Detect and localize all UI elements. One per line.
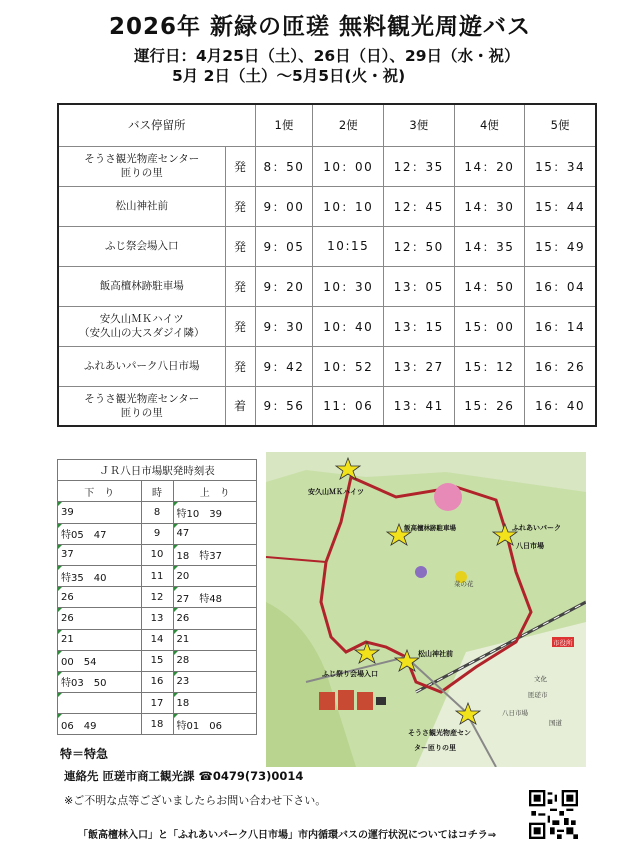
bus-schedule-table	[57, 103, 597, 427]
time-cell: 12：50	[384, 226, 455, 266]
map-label-fureai-2: 八日市場	[516, 542, 544, 550]
stop-name-line1: 安久山ＭＫハイツ	[99, 313, 184, 325]
time-cell: 13：15	[384, 306, 455, 346]
header-run-3: 3便	[384, 104, 455, 146]
jr-hour: 11	[141, 565, 173, 586]
time-cell: 10：10	[313, 186, 384, 226]
map-label-bunka: 文化	[534, 675, 547, 683]
time-cell: 15：49	[525, 226, 596, 266]
jr-header-row	[58, 481, 257, 502]
jr-timetable	[57, 459, 257, 735]
time-cell: 16：26	[525, 346, 596, 386]
jr-up: 47	[173, 523, 257, 544]
operation-dates	[134, 46, 520, 86]
departure-type: 発	[225, 346, 255, 386]
tokkyu-note: 特＝特急	[60, 747, 109, 761]
jr-title-row	[58, 460, 257, 481]
stop-name	[58, 226, 225, 266]
arrival-type: 着	[225, 386, 255, 426]
contact-info: 連絡先 匝瑳市商工観光課 ☎0479(73)0014	[64, 769, 304, 783]
jr-down: 26	[58, 587, 142, 608]
jr-row	[58, 629, 257, 650]
jr-up: 特01 06	[173, 714, 257, 735]
jr-hour: 15	[141, 650, 173, 671]
stop-name	[58, 186, 225, 226]
jr-down: 特05 47	[58, 523, 142, 544]
jr-title: ＪＲ八日市場駅発時刻表	[58, 460, 257, 481]
jr-row	[58, 565, 257, 586]
time-cell: 15：34	[525, 146, 596, 186]
stop-name-line2: 匝りの里	[120, 167, 163, 179]
stop-name	[58, 306, 225, 346]
map-landmark	[376, 697, 386, 705]
jr-down: 39	[58, 502, 142, 523]
schedule-row	[58, 386, 596, 426]
jr-down: 37	[58, 544, 142, 565]
jr-up: 27 特48	[173, 587, 257, 608]
time-cell: 12：45	[384, 186, 455, 226]
departure-type: 発	[225, 146, 255, 186]
time-cell: 14：50	[454, 266, 525, 306]
time-cell: 10：00	[313, 146, 384, 186]
stop-name	[58, 146, 225, 186]
jr-row	[58, 502, 257, 523]
jr-row	[58, 714, 257, 735]
jr-up: 18 特37	[173, 544, 257, 565]
jr-up: 18	[173, 693, 257, 714]
jr-hour: 13	[141, 608, 173, 629]
time-cell: 14：20	[454, 146, 525, 186]
jr-down: 00 54	[58, 650, 142, 671]
stop-name-line2: 匝りの里	[120, 406, 163, 419]
jr-col-up: 上 り	[173, 481, 257, 502]
time-cell: 10：52	[313, 346, 384, 386]
stop-name-line1: そうさ観光物産センター	[84, 153, 200, 165]
stop-name-line1: ふじ祭会場入口	[105, 240, 179, 252]
stop-name-line1: そうさ観光物産センター	[84, 392, 200, 405]
time-cell: 9：05	[255, 226, 313, 266]
jr-up: 20	[173, 565, 257, 586]
time-cell: 8：50	[255, 146, 313, 186]
inquiry-notice: ※ご不明な点等ございましたらお問い合わせ下さい。	[64, 794, 327, 807]
qr-code-icon[interactable]	[529, 790, 578, 839]
map-label-nanohana: 菜の花	[454, 580, 474, 588]
time-cell: 13：27	[384, 346, 455, 386]
cherry-tree-icon	[434, 483, 462, 511]
time-cell: 14：35	[454, 226, 525, 266]
time-cell: 14：30	[454, 186, 525, 226]
fuji-festival-icon	[357, 692, 373, 710]
jr-down: 06 49	[58, 714, 142, 735]
map-label-sousa-2: ター匝りの里	[414, 744, 456, 752]
jr-hour: 14	[141, 629, 173, 650]
header-bus-stop: バス停留所	[58, 104, 255, 146]
map-label-sousa-1: そうさ観光物産セン	[408, 729, 471, 737]
schedule-row	[58, 186, 596, 226]
stop-name	[58, 266, 225, 306]
jr-hour: 8	[141, 502, 173, 523]
time-cell: 10:15	[313, 226, 384, 266]
departure-type: 発	[225, 266, 255, 306]
header-run-5: 5便	[525, 104, 596, 146]
jr-hour: 18	[141, 714, 173, 735]
page-title: 2026年 新緑の匝瑳 無料観光周遊バス	[108, 14, 532, 40]
time-cell: 9：42	[255, 346, 313, 386]
time-cell: 12：35	[384, 146, 455, 186]
time-cell: 11：06	[313, 386, 384, 426]
map-label-road: 国道	[549, 719, 562, 727]
jr-down: 26	[58, 608, 142, 629]
stop-name	[58, 346, 225, 386]
time-cell: 15：00	[454, 306, 525, 346]
footer-note: 「飯高檀林入口」と「ふれあいパーク八日市場」市内循環バスの運行状況についてはコチラ⇒	[78, 830, 497, 841]
stop-name	[58, 386, 225, 426]
jr-down: 特03 50	[58, 671, 142, 692]
time-cell: 9：30	[255, 306, 313, 346]
header-run-4: 4便	[454, 104, 525, 146]
map-label-city-hall: 市役所	[553, 639, 573, 647]
time-cell: 10：30	[313, 266, 384, 306]
departure-type: 発	[225, 226, 255, 266]
jr-row	[58, 587, 257, 608]
departure-type: 発	[225, 186, 255, 226]
jr-up: 23	[173, 671, 257, 692]
route-map	[266, 452, 586, 767]
flower-icon	[415, 566, 427, 578]
time-cell: 15：26	[454, 386, 525, 426]
stop-name-line1: 飯高檀林跡駐車場	[99, 280, 184, 292]
dates-line-1: 運行日：4月25日（土）、26日（日）、29日（水・祝）	[134, 47, 520, 65]
departure-type: 発	[225, 306, 255, 346]
jr-up: 28	[173, 650, 257, 671]
dates-line-2: 5月 2日（土）～5月5日(火・祝)	[172, 67, 406, 85]
jr-row	[58, 650, 257, 671]
time-cell: 15：44	[525, 186, 596, 226]
map-label-matsuyama: 松山神社前	[418, 650, 453, 658]
schedule-row	[58, 346, 596, 386]
jr-hour: 9	[141, 523, 173, 544]
time-cell: 9：00	[255, 186, 313, 226]
map-label-fuji: ふじ祭り会場入口	[322, 670, 378, 678]
schedule-row	[58, 306, 596, 346]
fuji-festival-icon	[338, 690, 354, 710]
stop-name-line2: （安久山の大スダジイ隣）	[79, 327, 205, 339]
jr-down: 特35 40	[58, 565, 142, 586]
jr-row	[58, 544, 257, 565]
jr-col-hour: 時	[141, 481, 173, 502]
header-run-1: 1便	[255, 104, 313, 146]
jr-hour: 10	[141, 544, 173, 565]
map-label-danrin: 飯高檀林跡駐車場	[404, 524, 456, 532]
time-cell: 9：56	[255, 386, 313, 426]
time-cell: 16：14	[525, 306, 596, 346]
jr-hour: 17	[141, 693, 173, 714]
time-cell: 13：41	[384, 386, 455, 426]
jr-row	[58, 608, 257, 629]
time-cell: 16：04	[525, 266, 596, 306]
time-cell: 16：40	[525, 386, 596, 426]
time-cell: 9：20	[255, 266, 313, 306]
fuji-festival-icon	[319, 692, 335, 710]
jr-hour: 12	[141, 587, 173, 608]
header-run-2: 2便	[313, 104, 384, 146]
jr-up: 26	[173, 608, 257, 629]
stop-name-line1: 松山神社前	[115, 200, 168, 212]
time-cell: 10：40	[313, 306, 384, 346]
jr-up: 特10 39	[173, 502, 257, 523]
jr-up: 21	[173, 629, 257, 650]
jr-down	[58, 693, 142, 714]
schedule-header-row	[58, 104, 596, 146]
schedule-row	[58, 266, 596, 306]
map-label-yokaichiba: 八日市場	[502, 709, 528, 717]
jr-row	[58, 693, 257, 714]
map-label-sousa-city: 匝瑳市	[528, 691, 548, 699]
time-cell: 13：05	[384, 266, 455, 306]
stop-name-line1: ふれあいパーク八日市場	[84, 360, 200, 372]
time-cell: 15：12	[454, 346, 525, 386]
jr-hour: 16	[141, 671, 173, 692]
map-label-mk: 安久山ＭＫハイツ	[308, 488, 364, 496]
jr-col-down: 下 り	[58, 481, 142, 502]
jr-row	[58, 523, 257, 544]
jr-down: 21	[58, 629, 142, 650]
schedule-row	[58, 226, 596, 266]
jr-row	[58, 671, 257, 692]
schedule-row	[58, 146, 596, 186]
map-label-fureai-1: ふれあいパーク	[512, 524, 561, 532]
